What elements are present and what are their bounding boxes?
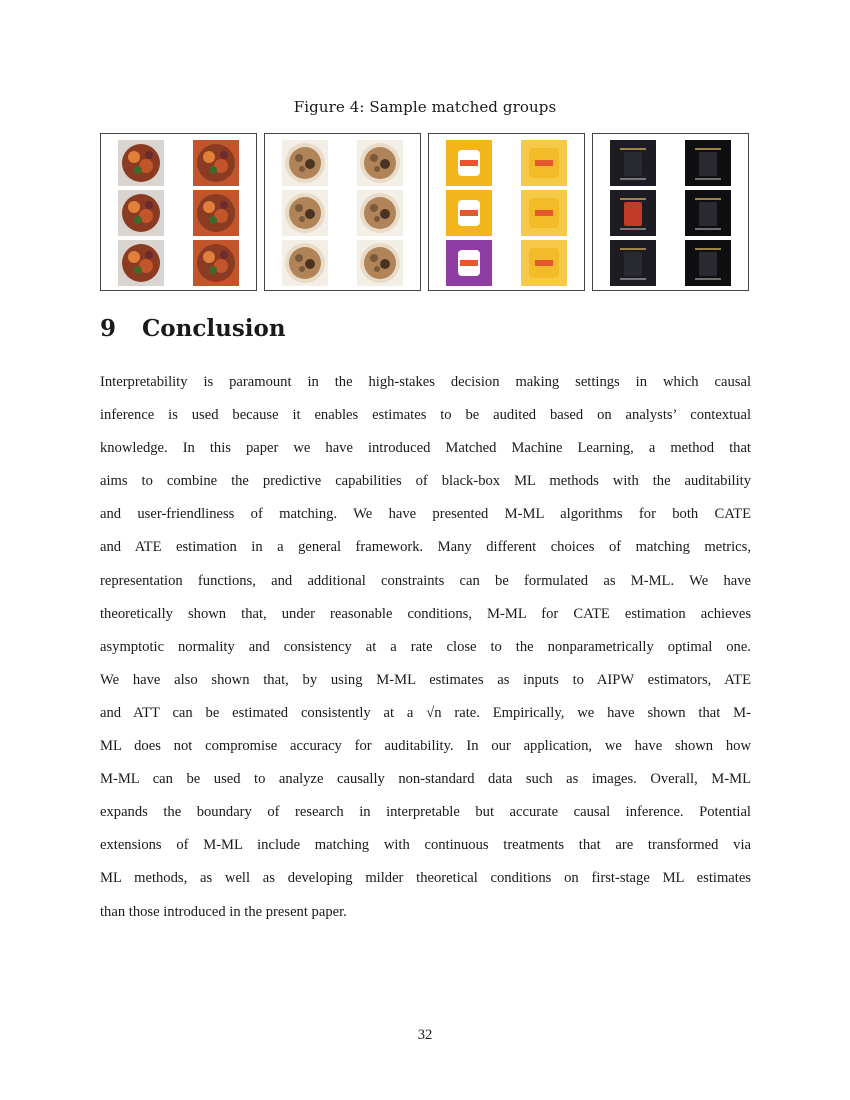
matched-group-panel-4 — [592, 133, 749, 291]
sample-image-thumbnail — [357, 240, 403, 286]
sample-image-thumbnail — [521, 140, 567, 186]
paragraph-line: and ATE estimation in a general framework. Many different choices of matching metrics, — [100, 539, 751, 556]
sample-image-thumbnail — [610, 240, 656, 286]
sample-image-thumbnail — [193, 240, 239, 286]
paragraph-line: asymptotic normality and consistency at a rate close to the nonparametrically optimal one. — [100, 638, 751, 655]
paragraph-line: representation functions, and additional constraints can be formulated as M-ML. We have — [100, 572, 751, 589]
sample-image-thumbnail — [193, 140, 239, 186]
sample-image-thumbnail — [685, 190, 731, 236]
matched-group-panel-3 — [428, 133, 585, 291]
figure-4 — [100, 133, 751, 293]
matched-group-panel-2 — [264, 133, 421, 291]
sample-image-thumbnail — [610, 140, 656, 186]
paragraph-line: extensions of M-ML include matching with continuous treatments that are transformed via — [100, 837, 751, 854]
section-heading — [100, 315, 286, 342]
sample-image-thumbnail — [521, 240, 567, 286]
paragraph-line: and ATT can be estimated consistently at a √n rate. Empirically, we have shown that M- — [100, 704, 751, 721]
paragraph-line: expands the boundary of research in interpretable but accurate causal inference. Potential — [100, 804, 751, 821]
sample-image-thumbnail — [521, 190, 567, 236]
section-title: Conclusion — [142, 315, 286, 342]
paragraph-line: aims to combine the predictive capabilities of black-box ML methods with the auditability — [100, 473, 751, 490]
paragraph-line: inference is used because it enables estimates to be audited based on analysts’ contextual — [100, 407, 751, 424]
sample-image-thumbnail — [446, 190, 492, 236]
sample-image-thumbnail — [282, 140, 328, 186]
paragraph-line: M-ML can be used to analyze causally non-standard data such as images. Overall, M-ML — [100, 771, 751, 788]
sample-image-thumbnail — [118, 240, 164, 286]
paragraph-line: than those introduced in the present paper. — [100, 903, 347, 920]
paragraph-line: Interpretability is paramount in the high-stakes decision making settings in which causal — [100, 374, 751, 390]
sample-image-thumbnail — [685, 140, 731, 186]
sample-image-thumbnail — [610, 190, 656, 236]
conclusion-paragraph — [100, 366, 751, 929]
sample-image-thumbnail — [446, 240, 492, 286]
sample-image-thumbnail — [282, 190, 328, 236]
paragraph-line: theoretically shown that, under reasonable conditions, M-ML for CATE estimation achieves — [100, 605, 751, 622]
section-number: 9 — [100, 315, 117, 342]
figure-caption: Figure 4: Sample matched groups — [293, 98, 557, 116]
sample-image-thumbnail — [282, 240, 328, 286]
paragraph-line: ML methods, as well as developing milder theoretical conditions on first-stage ML estimates — [100, 870, 751, 887]
paragraph-line: ML does not compromise accuracy for auditability. In our application, we have shown how — [100, 738, 751, 755]
page-number: 32 — [417, 1027, 433, 1043]
sample-image-thumbnail — [118, 190, 164, 236]
sample-image-thumbnail — [118, 140, 164, 186]
sample-image-thumbnail — [357, 190, 403, 236]
sample-image-thumbnail — [685, 240, 731, 286]
sample-image-thumbnail — [446, 140, 492, 186]
paragraph-line: We have also shown that, by using M-ML estimates as inputs to AIPW estimators, ATE — [100, 671, 751, 688]
paragraph-line: and user-friendliness of matching. We have presented M-ML algorithms for both CATE — [100, 506, 751, 523]
paragraph-line: knowledge. In this paper we have introduced Matched Machine Learning, a method that — [100, 440, 751, 457]
sample-image-thumbnail — [357, 140, 403, 186]
matched-group-panel-1 — [100, 133, 257, 291]
sample-image-thumbnail — [193, 190, 239, 236]
